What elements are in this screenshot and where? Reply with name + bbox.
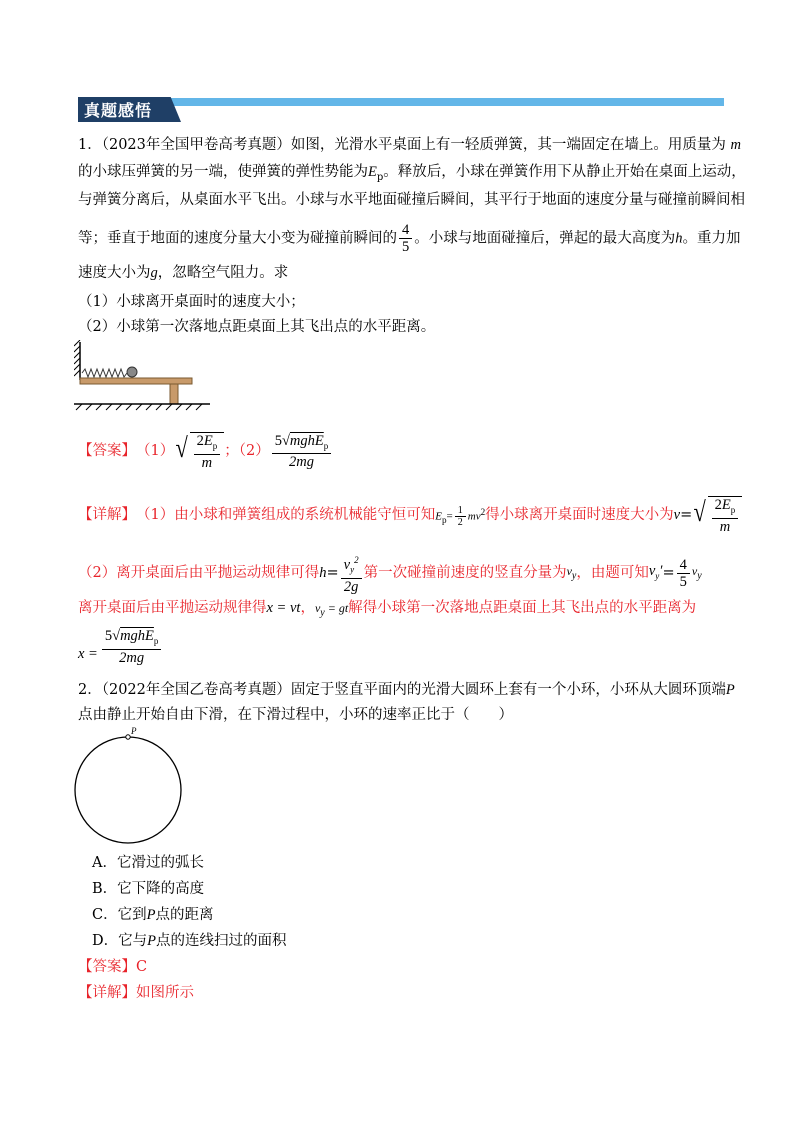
q1-line2: 的小球压弹簧的另一端，使弹簧的弹性势能为$E_p$。释放后，小球在弹簧作用下从静止开始在桌面上运动，	[78, 164, 746, 183]
spring-diagram	[74, 340, 214, 412]
q2-line2: 点由静止开始自由下滑，在下滑过程中，小环的速率正比于（ ）	[78, 707, 513, 723]
q1-line1: 1．（2023年全国甲卷高考真题）如图，光滑水平桌面上有一轻质弹簧，其一端固定在墙上。用质量为 m	[78, 137, 741, 153]
q1-detail-line3: 离开桌面后由平抛运动规律得x = vt，$v_y$ = gt解得小球第一次落地点距桌面上其飞出点的水平距离为	[78, 600, 697, 619]
q2-option-d: D．它与P点的连线扫过的面积	[92, 933, 287, 949]
q1-line3: 与弹簧分离后，从桌面水平飞出。小球与水平地面碰撞后瞬间，其平行于地面的速度分量与碰撞前瞬间相	[78, 192, 745, 208]
q2-option-b: B．它下降的高度	[92, 881, 205, 897]
q1-line5: 速度大小为g，忽略空气阻力。求	[78, 265, 289, 281]
q1-detail-line1: 【详解】 （1）由小球和弹簧组成的系统机械能守恒可知 $E_p=$ $\frac{1}{2}$ $mv^2$ 得小球离开桌面时速度大小为 v = √ $\frac{2E_p}{m}$	[78, 496, 742, 535]
section-header-bar	[78, 98, 724, 106]
section-title: 真题感悟	[84, 101, 153, 120]
q2-detail: 【详解】如图所示	[78, 985, 194, 1001]
q2-line1: 2．（2022年全国乙卷高考真题）固定于竖直平面内的光滑大圆环上套有一个小环，小环从大圆环顶端P	[78, 682, 735, 698]
q2-option-a: A．它滑过的弧长	[92, 855, 204, 871]
q1-detail-line2: （2）离开桌面后由平抛运动规律可得 h = $\frac{v_y^2}{2g}$ 第一次碰撞前速度的竖直分量为 $v_y$ ，由题可知 $v_y'$ = $\frac{4}{5}$ $v_y$	[78, 552, 702, 595]
circle-diagram	[70, 724, 190, 848]
q2-option-c: C．它到P点的距离	[92, 907, 214, 923]
q1-answer: 【答案】 （1） √ $\frac{2E_p}{m}$ ；（2） $\frac{5√mghE_p}{2mg}$	[78, 432, 333, 471]
point-p-label: P	[131, 726, 137, 736]
q1-part2: （2）小球第一次落地点距桌面上其飞出点的水平距离。	[78, 319, 436, 335]
q2-answer: 【答案】C	[78, 959, 148, 975]
q1-line4: 等；垂直于地面的速度分量大小变为碰撞前瞬间的 $\frac{4}{5}$ 。小球与地面碰撞后，弹起的最大高度为h。重力加	[78, 222, 741, 255]
q1-part1: （1）小球离开桌面时的速度大小；	[78, 294, 305, 310]
q1-detail-result: x = $\frac{5√mghE_p}{2mg}$	[78, 628, 163, 666]
